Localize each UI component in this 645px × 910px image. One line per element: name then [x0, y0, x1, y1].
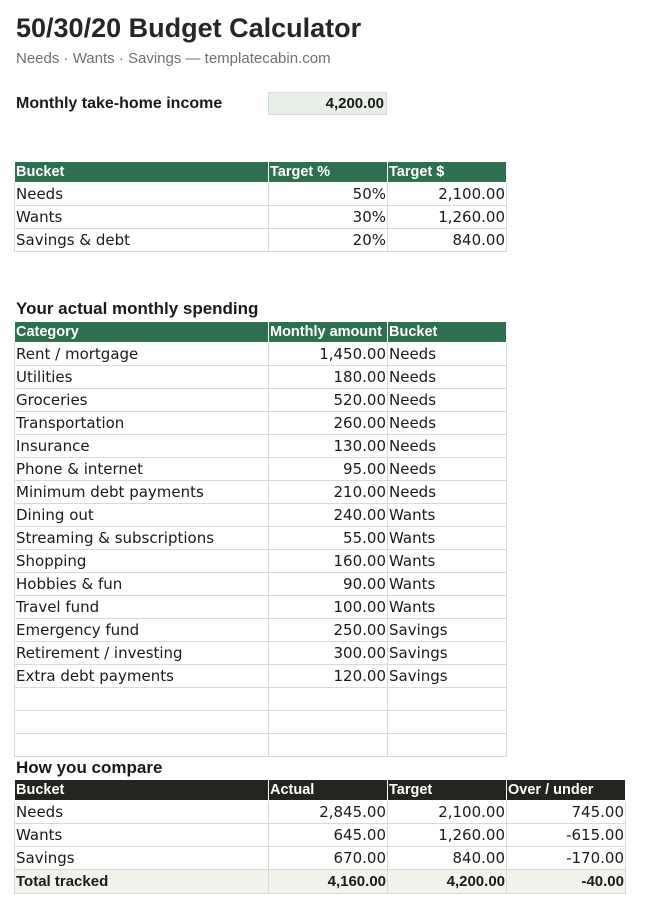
cell[interactable]: Streaming & subscriptions [15, 527, 269, 550]
cell[interactable]: Travel fund [15, 596, 269, 619]
cell[interactable]: Dining out [15, 504, 269, 527]
cell[interactable]: 745.00 [507, 801, 626, 824]
empty-cell[interactable] [269, 711, 388, 734]
cell[interactable]: Shopping [15, 550, 269, 573]
cell[interactable]: 50% [269, 183, 388, 206]
table-row [15, 481, 507, 504]
table-row [15, 824, 626, 847]
total-row [15, 870, 626, 894]
compare-table [14, 779, 626, 894]
cell[interactable]: Groceries [15, 389, 269, 412]
empty-cell[interactable] [269, 688, 388, 711]
table-row [15, 435, 507, 458]
cell[interactable]: -170.00 [507, 847, 626, 870]
cell[interactable]: 645.00 [269, 824, 388, 847]
cell[interactable]: 130.00 [269, 435, 388, 458]
cell[interactable]: 95.00 [269, 458, 388, 481]
cell[interactable]: Wants [388, 550, 507, 573]
cell[interactable]: Minimum debt payments [15, 481, 269, 504]
cell[interactable]: Wants [388, 573, 507, 596]
table-row [15, 343, 507, 366]
table-row [15, 847, 626, 870]
table-row [15, 550, 507, 573]
cell[interactable]: Savings & debt [15, 229, 269, 252]
cell[interactable]: 55.00 [269, 527, 388, 550]
page-title: 50/30/20 Budget Calculator [16, 13, 362, 43]
cell[interactable]: 120.00 [269, 665, 388, 688]
empty-cell[interactable] [269, 734, 388, 757]
cell[interactable]: Extra debt payments [15, 665, 269, 688]
cell[interactable]: Rent / mortgage [15, 343, 269, 366]
cell[interactable]: 840.00 [388, 229, 507, 252]
cell[interactable]: Needs [388, 412, 507, 435]
cell[interactable]: Utilities [15, 366, 269, 389]
cell[interactable]: Needs [388, 435, 507, 458]
empty-cell[interactable] [15, 711, 269, 734]
page-subtitle: Needs · Wants · Savings — templatecabin.com [16, 50, 331, 67]
cell[interactable]: -615.00 [507, 824, 626, 847]
column-header[interactable]: Target $ [388, 162, 507, 183]
table-row [15, 642, 507, 665]
cell[interactable]: 1,450.00 [269, 343, 388, 366]
total-label[interactable]: Total tracked [15, 870, 269, 894]
cell[interactable]: Wants [15, 206, 269, 229]
cell[interactable]: 20% [269, 229, 388, 252]
targets-header-row [15, 162, 507, 183]
cell[interactable]: Needs [388, 481, 507, 504]
empty-cell[interactable] [388, 688, 507, 711]
spending-header-row [15, 322, 507, 343]
cell[interactable]: Insurance [15, 435, 269, 458]
empty-row [15, 734, 507, 757]
table-row [15, 573, 507, 596]
empty-row [15, 688, 507, 711]
spending-section-title: Your actual monthly spending [16, 299, 259, 318]
column-header[interactable]: Target [388, 780, 507, 801]
column-header[interactable]: Target % [269, 162, 388, 183]
cell[interactable]: 520.00 [269, 389, 388, 412]
cell[interactable]: Savings [15, 847, 269, 870]
cell[interactable]: 2,100.00 [388, 801, 507, 824]
total-target[interactable]: 4,200.00 [388, 870, 507, 894]
table-row [15, 366, 507, 389]
cell[interactable]: Wants [388, 504, 507, 527]
cell[interactable]: Needs [388, 458, 507, 481]
column-header[interactable]: Category [15, 322, 269, 343]
column-header[interactable]: Bucket [15, 780, 269, 801]
column-header[interactable]: Over / under [507, 780, 626, 801]
cell[interactable]: Savings [388, 642, 507, 665]
table-row [15, 458, 507, 481]
cell[interactable]: 1,260.00 [388, 206, 507, 229]
cell[interactable]: Needs [15, 183, 269, 206]
table-row [15, 183, 507, 206]
cell[interactable]: Savings [388, 619, 507, 642]
cell[interactable]: Needs [15, 801, 269, 824]
cell[interactable]: 180.00 [269, 366, 388, 389]
cell[interactable]: 840.00 [388, 847, 507, 870]
cell[interactable]: Needs [388, 389, 507, 412]
targets-table [14, 161, 507, 252]
column-header[interactable]: Bucket [15, 162, 269, 183]
table-row [15, 412, 507, 435]
total-over-under[interactable]: -40.00 [507, 870, 626, 894]
income-input-cell[interactable]: 4,200.00 [268, 92, 387, 115]
income-label: Monthly take-home income [16, 95, 223, 112]
cell[interactable]: 100.00 [269, 596, 388, 619]
cell[interactable]: 160.00 [269, 550, 388, 573]
cell[interactable]: Needs [388, 366, 507, 389]
cell[interactable]: 2,845.00 [269, 801, 388, 824]
cell[interactable]: Retirement / investing [15, 642, 269, 665]
table-row [15, 801, 626, 824]
table-row [15, 504, 507, 527]
cell[interactable]: 210.00 [269, 481, 388, 504]
column-header[interactable]: Monthly amount [269, 322, 388, 343]
table-row [15, 527, 507, 550]
empty-cell[interactable] [15, 688, 269, 711]
column-header[interactable]: Bucket [388, 322, 507, 343]
table-row [15, 229, 507, 252]
table-row [15, 619, 507, 642]
cell[interactable]: Emergency fund [15, 619, 269, 642]
table-row [15, 665, 507, 688]
cell[interactable]: 1,260.00 [388, 824, 507, 847]
empty-cell[interactable] [388, 734, 507, 757]
compare-header-row [15, 780, 626, 801]
table-row [15, 596, 507, 619]
table-row [15, 389, 507, 412]
cell[interactable]: Wants [15, 824, 269, 847]
cell[interactable]: Transportation [15, 412, 269, 435]
cell[interactable]: 670.00 [269, 847, 388, 870]
total-actual[interactable]: 4,160.00 [269, 870, 388, 894]
cell[interactable]: Hobbies & fun [15, 573, 269, 596]
cell[interactable]: Phone & internet [15, 458, 269, 481]
spending-table [14, 321, 507, 757]
compare-section-title: How you compare [16, 758, 163, 777]
empty-cell[interactable] [15, 734, 269, 757]
cell[interactable]: Wants [388, 527, 507, 550]
empty-cell[interactable] [388, 711, 507, 734]
cell[interactable]: 250.00 [269, 619, 388, 642]
cell[interactable]: 30% [269, 206, 388, 229]
column-header[interactable]: Actual [269, 780, 388, 801]
cell[interactable]: 300.00 [269, 642, 388, 665]
empty-row [15, 711, 507, 734]
cell[interactable]: Savings [388, 665, 507, 688]
cell[interactable]: 90.00 [269, 573, 388, 596]
cell[interactable]: 240.00 [269, 504, 388, 527]
cell[interactable]: 260.00 [269, 412, 388, 435]
table-row [15, 206, 507, 229]
cell[interactable]: Needs [388, 343, 507, 366]
cell[interactable]: 2,100.00 [388, 183, 507, 206]
cell[interactable]: Wants [388, 596, 507, 619]
